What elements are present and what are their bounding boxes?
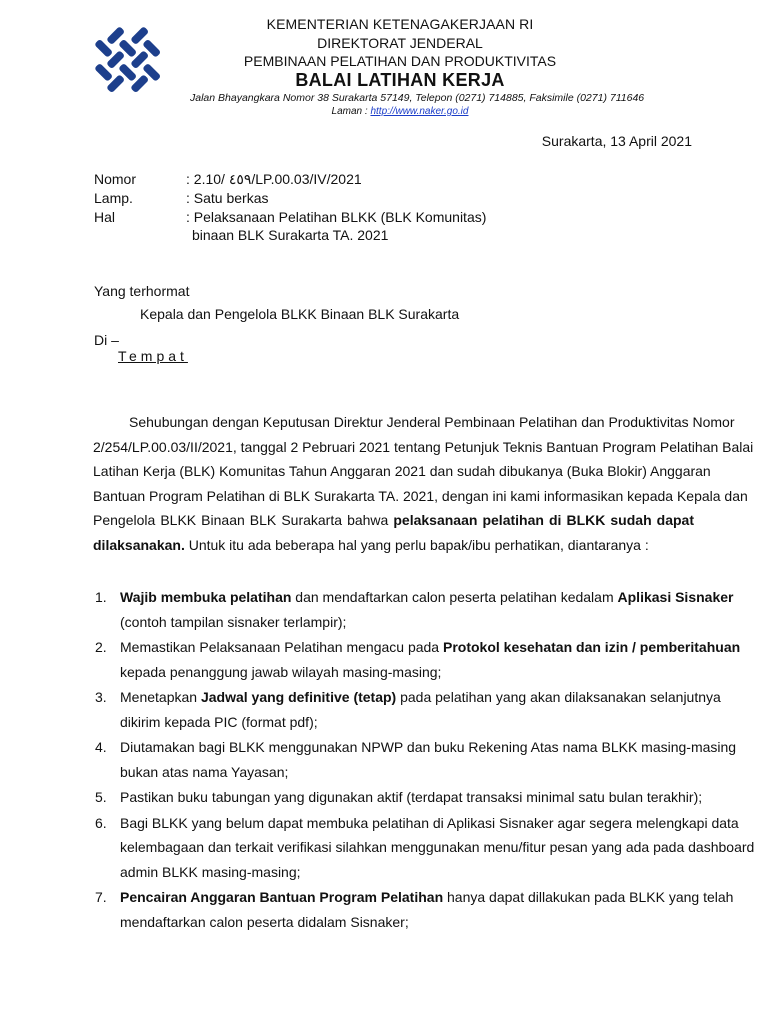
- hal-value: : Pelaksanaan Pelatihan BLKK (BLK Komunitas): [186, 209, 487, 225]
- list-emphasis: Aplikasi Sisnaker: [617, 589, 734, 605]
- list-line: [120, 635, 741, 660]
- list-emphasis: Wajib membuka pelatihan: [120, 589, 292, 605]
- website-link[interactable]: http://www.naker.go.id: [370, 106, 469, 117]
- recipient-name: Kepala dan Pengelola BLKK Binaan BLK Surakarta: [140, 306, 460, 322]
- list-number: 7.: [95, 889, 107, 905]
- list-emphasis: Jadwal yang definitive (tetap): [200, 689, 397, 705]
- body-line: Latihan Kerja (BLK) Komunitas Tahun Anggaran 2021 dan sudah dibukanya (Buka Blokir) Anggaran: [93, 463, 711, 480]
- list-item: [95, 811, 755, 885]
- body-emphasis: pelaksanaan pelatihan di BLKK sudah dapat: [393, 512, 695, 529]
- list-line: bukan atas nama Yayasan;: [120, 763, 289, 780]
- list-number: 5.: [95, 789, 107, 805]
- letterhead-website: [190, 106, 610, 117]
- letterhead-address: Jalan Bhayangkara Nomor 38 Surakarta 57149, Telepon (0271) 714885, Faksimile (0271) 711646: [190, 92, 645, 104]
- list-line: dikirim kepada PIC (format pdf);: [120, 713, 318, 730]
- lamp-value: : Satu berkas: [186, 190, 269, 206]
- list-line: [120, 585, 734, 610]
- list-item: [95, 885, 734, 934]
- list-line: Pastikan buku tabungan yang digunakan aktif (terdapat transaksi minimal satu bulan terakhir);: [120, 789, 703, 805]
- hal-label: Hal: [94, 209, 116, 225]
- list-number: 4.: [95, 739, 107, 755]
- list-item: [95, 635, 741, 684]
- kemnaker-logo: [78, 12, 178, 108]
- body-line: [93, 508, 694, 533]
- list-line: kelembagaan dan terkait verifikasi silahkan menggunakan menu/fitur pesan yang ada pada dashboard: [120, 839, 755, 855]
- body-text: Untuk itu ada beberapa hal yang perlu bapak/ibu perhatikan, diantaranya :: [184, 536, 649, 553]
- body-line: 2/254/LP.00.03/II/2021, tanggal 2 Pebruari 2021 tentang Petunjuk Teknis Bantuan Program Pelatihan Balai: [93, 438, 754, 455]
- salutation: Yang terhormat: [94, 283, 190, 299]
- list-emphasis: Pencairan Anggaran Bantuan Program Pelatihan: [120, 889, 444, 905]
- list-line: mendaftarkan calon peserta didalam Sisnaker;: [120, 913, 409, 930]
- body-text: Pengelola BLKK Binaan BLK Surakarta bahwa: [93, 512, 394, 529]
- list-emphasis: Protokol kesehatan dan izin / pemberitahuan: [442, 639, 741, 655]
- list-line: Bagi BLKK yang belum dapat membuka pelatihan di Aplikasi Sisnaker agar segera melengkapi data: [120, 814, 739, 831]
- list-number: 6.: [95, 814, 107, 831]
- list-line: [120, 885, 734, 910]
- list-item: [95, 585, 734, 634]
- body-emphasis: dilaksanakan.: [93, 536, 185, 553]
- letterhead-ministry: KEMENTERIAN KETENAGAKERJAAN RI: [266, 16, 534, 32]
- list-text: pada pelatihan yang akan dilaksanakan selanjutnya: [396, 689, 721, 705]
- list-text: dan mendaftarkan calon peserta pelatihan kedalam: [291, 589, 618, 605]
- lamp-label: Lamp.: [94, 190, 133, 206]
- recipient-di: Di –: [94, 332, 119, 348]
- website-label: Laman :: [331, 106, 371, 117]
- recipient-tempat: Tempat: [118, 348, 188, 364]
- list-item: [95, 685, 721, 734]
- meta-lamp: [94, 190, 269, 206]
- list-line: [120, 685, 721, 710]
- list-line: admin BLKK masing-masing;: [120, 863, 301, 880]
- list-text: Memastikan Pelaksanaan Pelatihan mengacu pada: [120, 639, 443, 655]
- list-text: Menetapkan: [120, 689, 201, 705]
- list-number: 3.: [95, 689, 107, 705]
- list-text: hanya dapat dillakukan pada BLKK yang telah: [443, 889, 734, 905]
- list-number: 2.: [95, 639, 107, 655]
- list-line: (contoh tampilan sisnaker terlampir);: [120, 613, 347, 630]
- list-line: Diutamakan bagi BLKK menggunakan NPWP dan buku Rekening Atas nama BLKK masing-masing: [120, 739, 737, 755]
- list-line: kepada penanggung jawab wilayah masing-masing;: [120, 663, 442, 680]
- letter-date: Surakarta, 13 April 2021: [541, 133, 692, 149]
- instruction-list: [95, 585, 755, 935]
- body-line: Bantuan Program Pelatihan di BLK Surakarta TA. 2021, dengan ini kami informasikan kepada Kepala dan: [93, 487, 748, 504]
- hal-value-continued: binaan BLK Surakarta TA. 2021: [192, 227, 389, 243]
- list-number: 1.: [95, 589, 107, 605]
- body-line: [93, 533, 694, 558]
- list-item: [95, 785, 703, 810]
- meta-hal: [94, 209, 486, 225]
- meta-nomor: [94, 171, 362, 188]
- letterhead-institution: BALAI LATIHAN KERJA: [295, 70, 505, 90]
- nomor-label: Nomor: [94, 171, 137, 187]
- list-item: [95, 735, 737, 784]
- letterhead-division: PEMBINAAN PELATIHAN DAN PRODUKTIVITAS: [243, 53, 557, 69]
- body-line: Sehubungan dengan Keputusan Direktur Jenderal Pembinaan Pelatihan dan Produktivitas Nomor: [129, 414, 735, 430]
- nomor-value: : 2.10/ ٤٥٩/LP.00.03/IV/2021: [186, 171, 362, 187]
- letterhead-directorate: DIREKTORAT JENDERAL: [317, 35, 483, 51]
- body-paragraph: [93, 410, 754, 558]
